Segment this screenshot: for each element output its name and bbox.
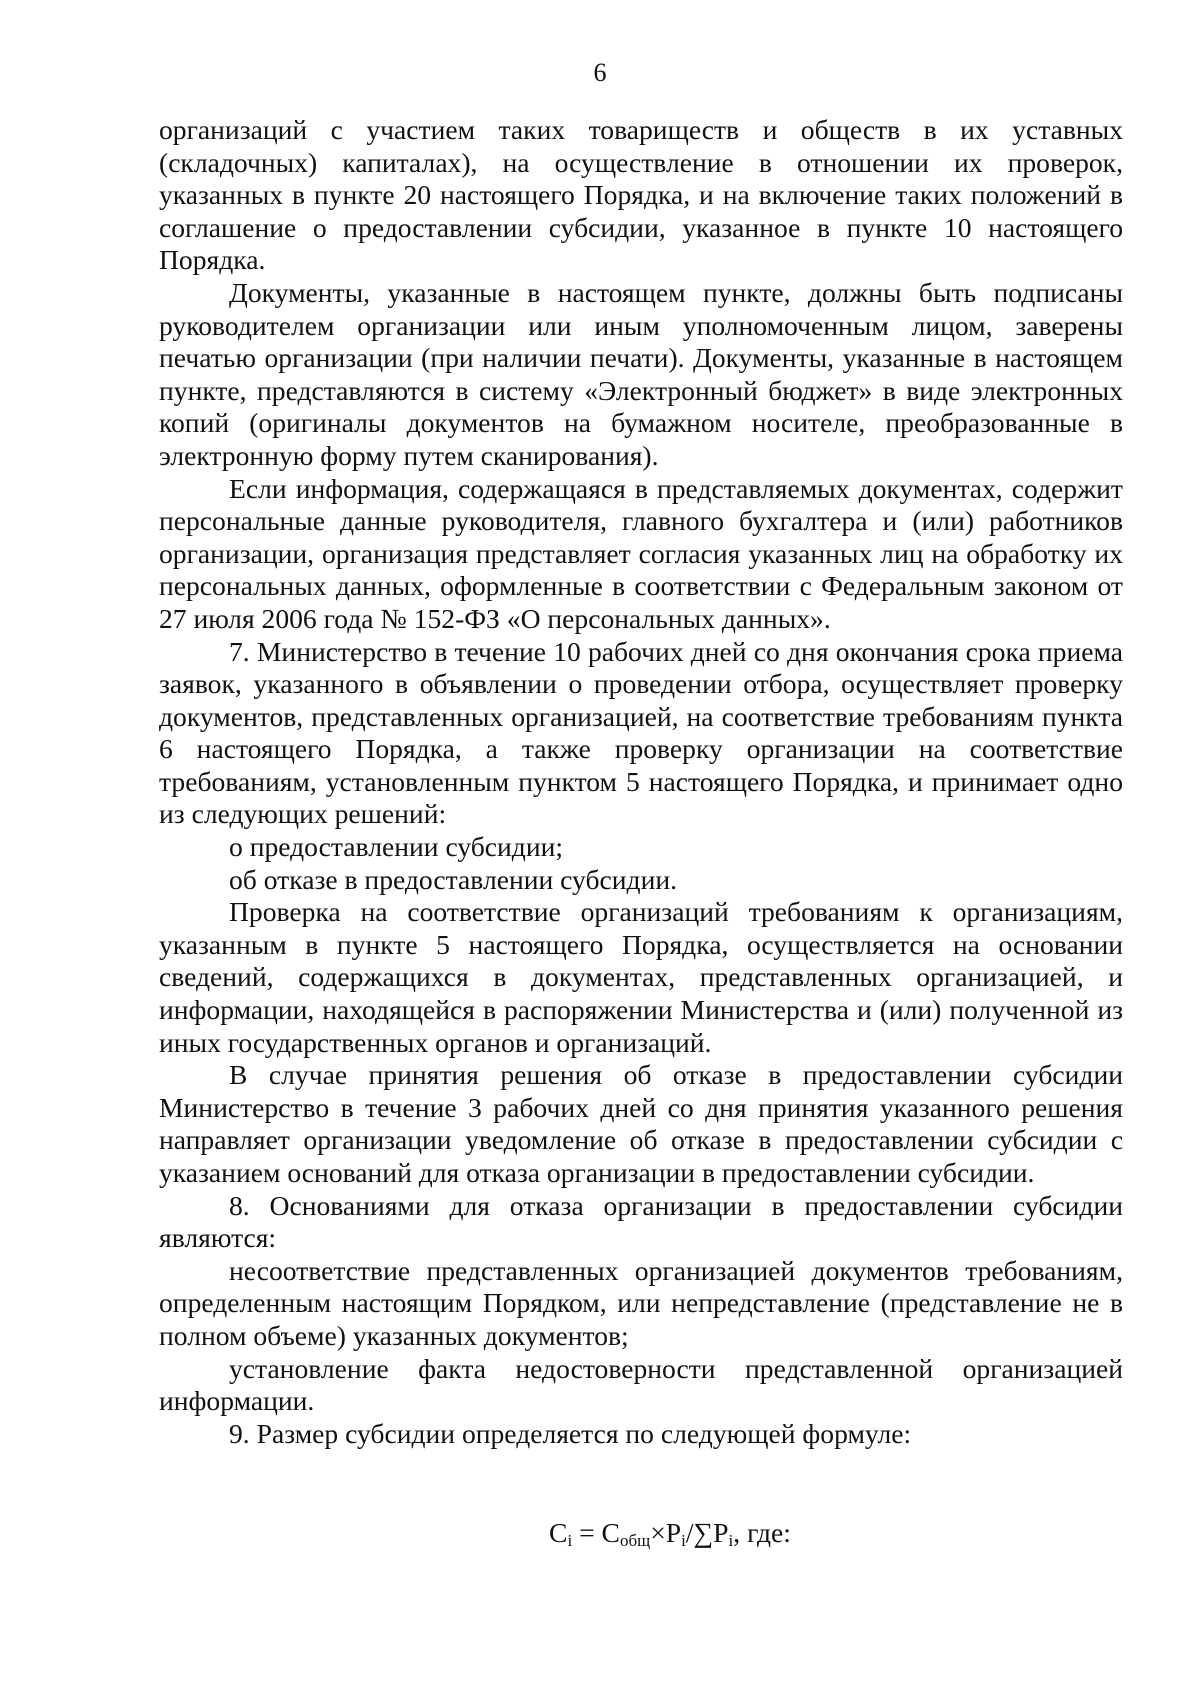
formula-sub-total: общ bbox=[619, 1531, 651, 1550]
paragraph-item-7: 7. Министерство в течение 10 рабочих дней со дня окончания срока приема заявок, указанного в объявлении о проведении отбора, осуществляет проверку документов, представленных организацией, на соответствие требованиям пункта 6 настоящего Порядка, а также проверку организации на соответствие требованиям, установленным пунктом 5 настоящего Порядка, и принимает одно из следующих решений: bbox=[159, 635, 1123, 830]
paragraph-documents-signing: Документы, указанные в настоящем пункте, должны быть подписаны руководителем организации или иным уполномоченным лицом, заверены печатью организации (при наличии печати). Документы, указанные в настоящем пункте, представляются в систему «Электронный бюджет» в виде электронных копий (оригиналы документов на бумажном носителе, преобразованные в электронную форму путем сканирования). bbox=[159, 276, 1123, 471]
decision-option-grant: о предоставлении субсидии; bbox=[229, 831, 564, 863]
paragraph-refusal-notice: В случае принятия решения об отказе в предоставлении субсидии Министерство в течение 3 рабочих дней со дня принятия указанного решения направляет организации уведомление об отказе в предоставлении субсидии с указанием оснований для отказа организации в предоставлении субсидии. bbox=[159, 1059, 1123, 1188]
formula-sub-i-2: i bbox=[681, 1531, 686, 1550]
refusal-ground-noncompliance: несоответствие представленных организацией документов требованиям, определенным настоящим Порядком, или непредставление (представление не в полном объеме) указанных документов; bbox=[159, 1254, 1123, 1351]
formula-div: /∑P bbox=[685, 1517, 729, 1548]
subsidy-formula bbox=[0, 1516, 1200, 1550]
document-body bbox=[159, 114, 1123, 1450]
formula-c: C bbox=[549, 1517, 568, 1548]
paragraph-personal-data: Если информация, содержащаяся в представляемых документах, содержит персональные данные руководителя, главного бухгалтера и (или) работников организации, организация представляет согласия указанных лиц на обработку их персональных данных, оформленные в соответствии с Федеральным законом от 27 июля 2006 года № 152-ФЗ «О персональных данных». bbox=[159, 472, 1123, 634]
formula-tail: , где: bbox=[733, 1517, 791, 1548]
paragraph-item-9: 9. Размер субсидии определяется по следующей формуле: bbox=[229, 1417, 912, 1449]
formula-sub-i-3: i bbox=[728, 1531, 734, 1550]
paragraph-continuation: организаций с участием таких товариществ и обществ в их уставных (складочных) капиталах), на осуществление в отношении их проверок, указанных в пункте 20 настоящего Порядка, и на включение таких положений в соглашение о предоставлении субсидии, указанное в пункте 10 настоящего Порядка. bbox=[159, 114, 1123, 276]
decision-option-refusal: об отказе в предоставлении субсидии. bbox=[229, 863, 678, 895]
page-number: 6 bbox=[593, 58, 607, 87]
refusal-ground-false-info: установление факта недостоверности представленной организацией информации. bbox=[159, 1352, 1123, 1417]
formula-times: ×P bbox=[650, 1517, 682, 1548]
paragraph-item-8: 8. Основаниями для отказа организации в предоставлении субсидии являются: bbox=[159, 1189, 1123, 1254]
formula-eq: = C bbox=[572, 1517, 620, 1548]
formula-sub-i: i bbox=[567, 1531, 573, 1550]
paragraph-verification: Проверка на соответствие организаций требованиям к организациям, указанным в пункте 5 настоящего Порядка, осуществляется на основании сведений, содержащихся в документах, представленных организацией, и информации, находящейся в распоряжении Министерства и (или) полученной из иных государственных органов и организаций. bbox=[159, 896, 1123, 1058]
